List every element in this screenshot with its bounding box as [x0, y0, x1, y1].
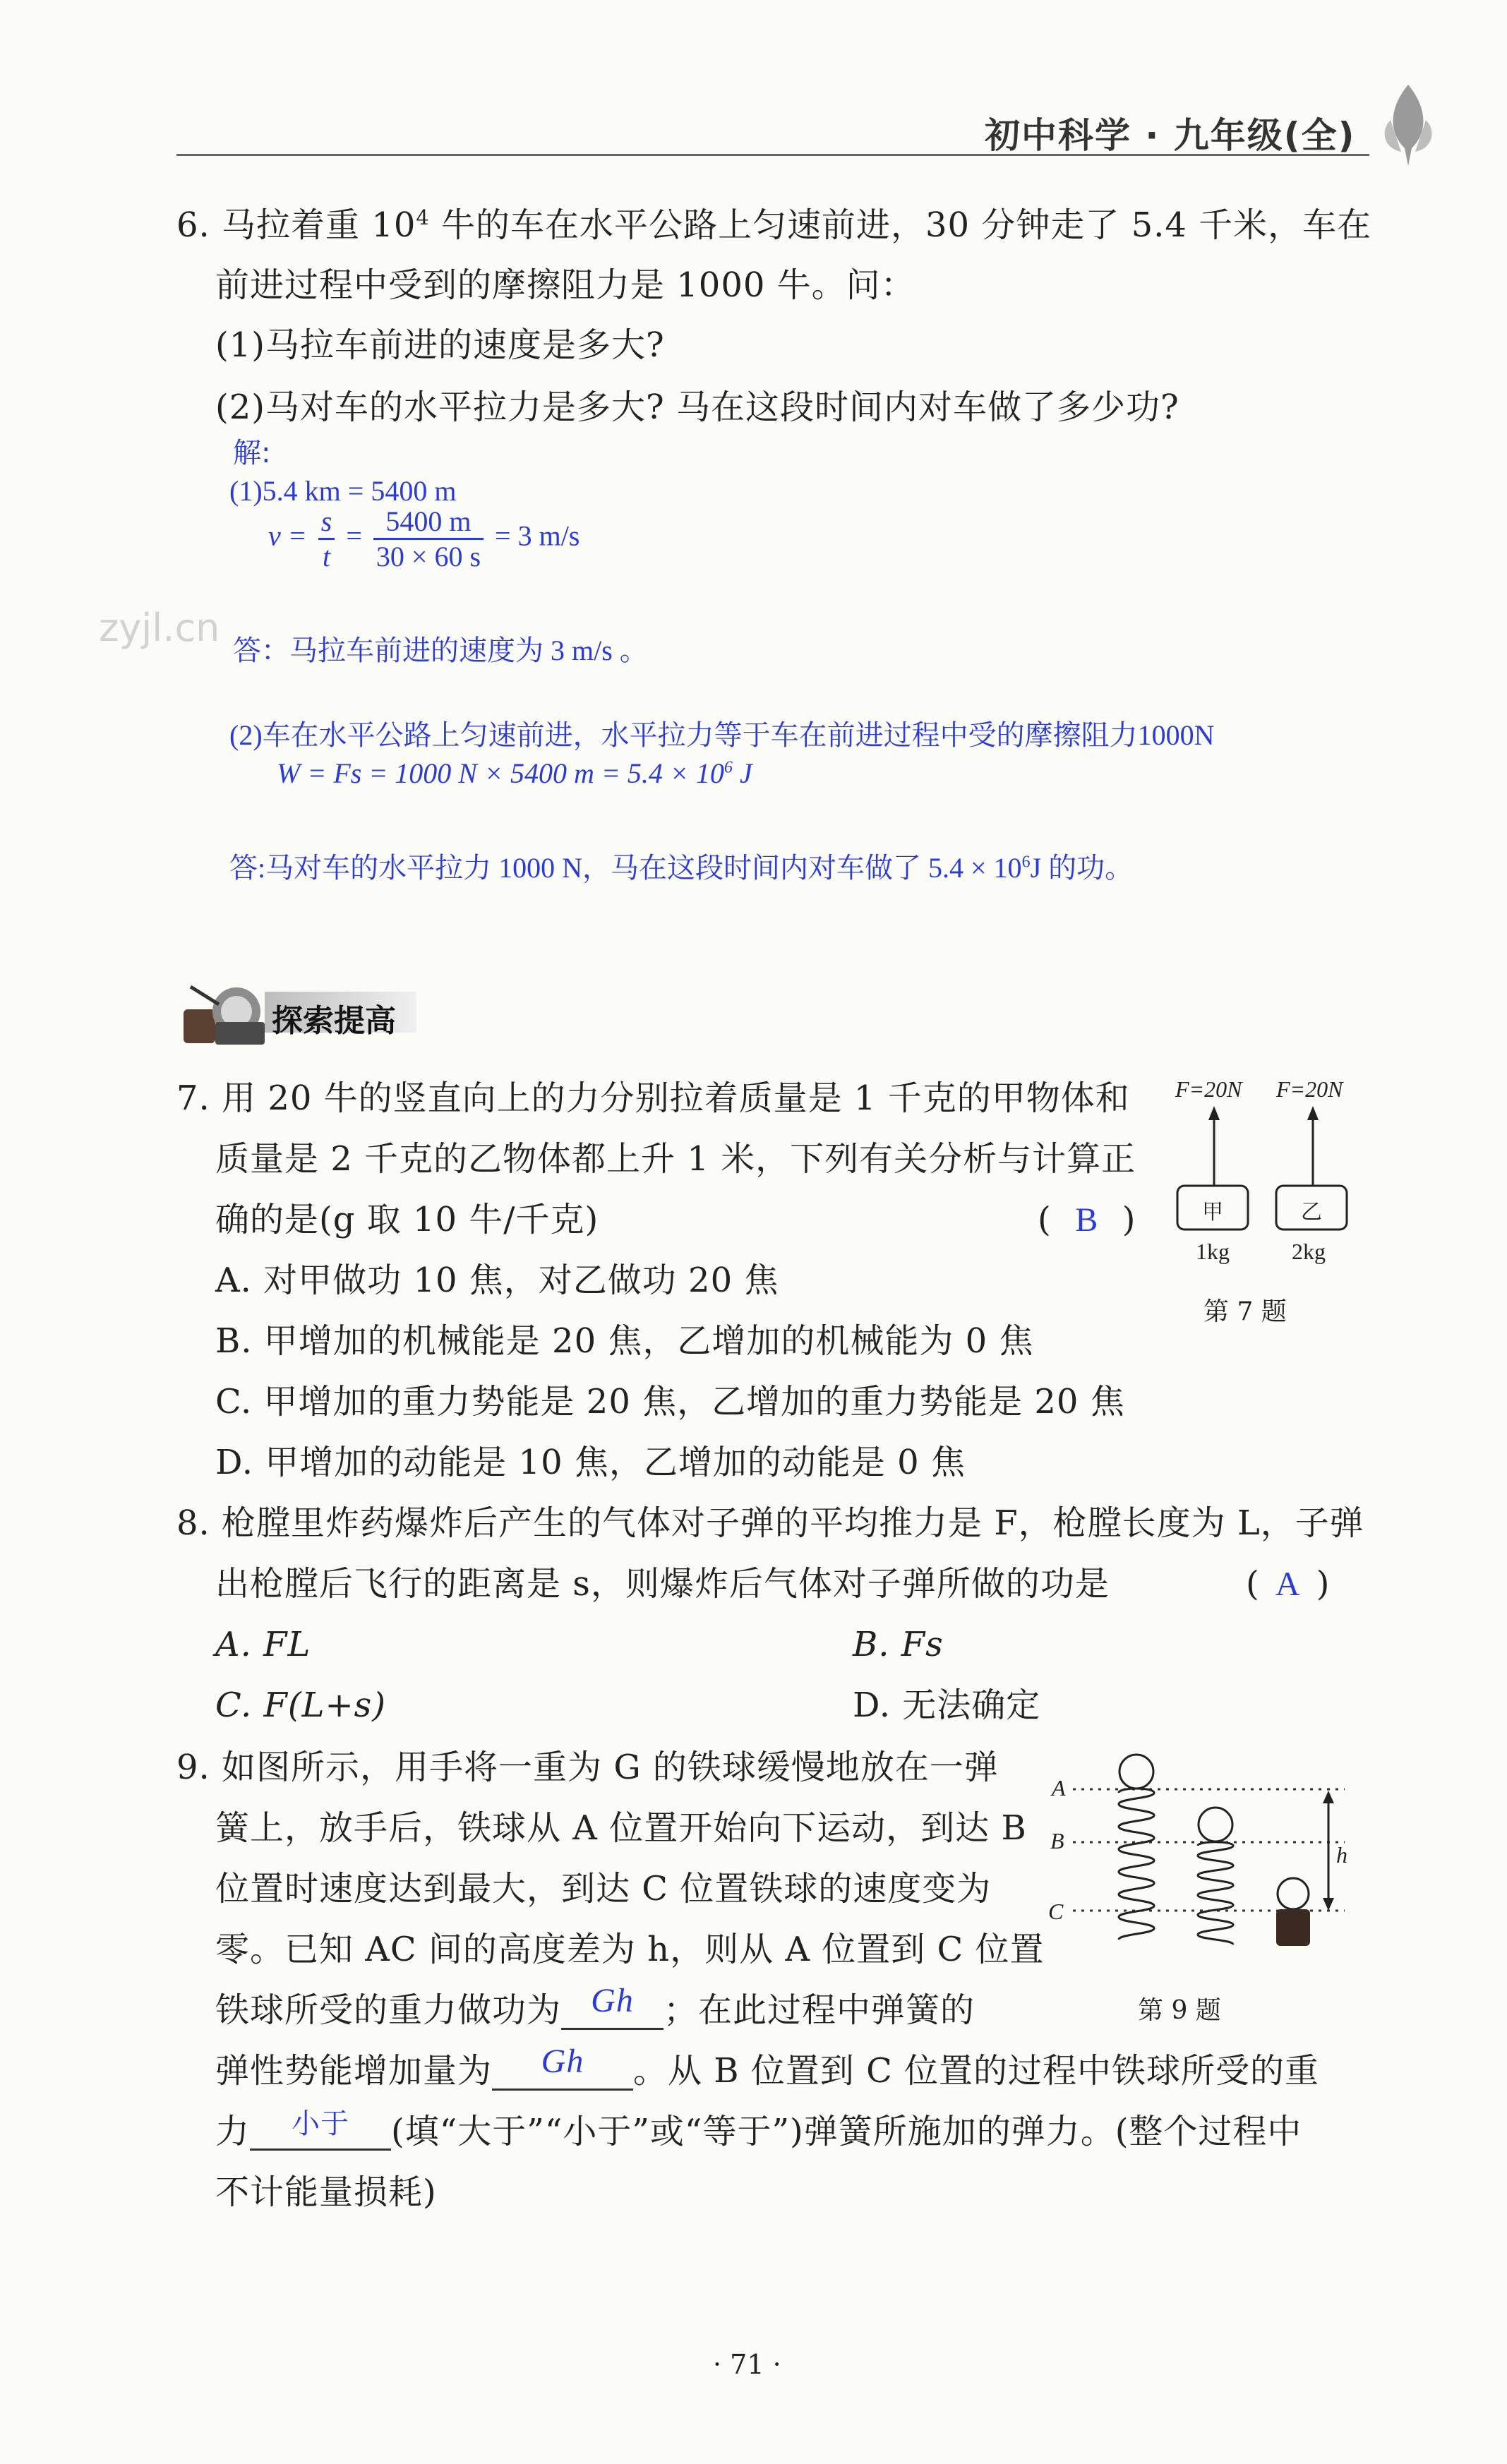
- q6-line-2: 前进过程中受到的摩擦阻力是 1000 牛。问：: [215, 265, 915, 305]
- q7-fig-box-2: 乙: [1301, 1200, 1322, 1225]
- q7-fig-force-1: F=20N: [1175, 1076, 1242, 1102]
- q9-blank-3: 小于: [292, 2108, 350, 2139]
- section-title: 探索提高: [272, 1003, 396, 1039]
- q7-fig-mass-1: 1kg: [1196, 1239, 1230, 1264]
- q9-line-5: 铁球所受的重力做功为 Gh ；在此过程中弹簧的: [215, 1982, 975, 2030]
- q7-fig-mass-2: 2kg: [1292, 1239, 1326, 1264]
- q9-fig-spring-diagram: [1066, 1747, 1355, 1973]
- q7-line-1: 7. 用 20 牛的竖直向上的力分别拉着质量是 1 千克的甲物体和: [176, 1078, 1130, 1118]
- q6-part-2: (2)马对车的水平拉力是多大? 马在这段时间内对车做了多少功?: [215, 387, 1179, 427]
- q9-fig-label-a: A: [1052, 1775, 1066, 1801]
- q9-fig-label-h: h: [1336, 1842, 1347, 1868]
- q6-solution-1-line-1: (1)5.4 km = 5400 m: [229, 475, 457, 507]
- q6-line-1: 6. 马拉着重 $10^4$ 牛的车在水平公路上匀速前进，30 分钟走了 5.4 千米，车在: [176, 205, 1372, 245]
- q6-answer-1: 答：马拉车前进的速度为 3 m/s 。: [233, 635, 648, 666]
- q7-fig-diagram: [1172, 1105, 1355, 1246]
- q8-option-b: B. Fs: [853, 1625, 944, 1664]
- q9-line-8: 不计能量损耗): [215, 2172, 437, 2212]
- q6-answer-2: 答:马对车的水平拉力 1000 N，马在这段时间内对车做了 $5.4 \times 10^6J$ 的功。: [229, 852, 1134, 884]
- q6-solution-2-line-1: (2)车在水平公路上匀速前进，水平拉力等于车在前进过程中受的摩擦阻力1000N: [229, 719, 1215, 751]
- q7-fig-box-1: 甲: [1202, 1200, 1223, 1225]
- tree-logo-icon: [1376, 81, 1440, 166]
- q9-blank-1: Gh: [591, 1982, 634, 2019]
- q8-line-2: 出枪膛后飞行的距离是 s，则爆炸后气体对子弹所做的功是: [215, 1564, 1110, 1604]
- q7-fig-caption: 第 7 题: [1203, 1297, 1287, 1326]
- running-header-title: 初中科学 · 九年级(全): [985, 115, 1356, 156]
- q9-line-3: 位置时速度达到最大，到达 C 位置铁球的速度变为: [215, 1869, 992, 1909]
- q9-line-6: 弹性势能增加量为 Gh 。从 B 位置到 C 位置的过程中铁球所受的重: [215, 2043, 1320, 2091]
- q7-option-a: A. 对甲做功 10 焦，对乙做功 20 焦: [215, 1261, 779, 1300]
- q9-line-7: 力 $^{小于}$ (填“大于”“小于”或“等于”)弹簧所施加的弹力。(整个过程中: [215, 2108, 1302, 2151]
- q9-line-2: 簧上，放手后，铁球从 A 位置开始向下运动，到达 B: [215, 1808, 1027, 1848]
- q9-fig-label-b: B: [1050, 1828, 1064, 1853]
- q9-fig-caption: 第 9 题: [1138, 1996, 1221, 2025]
- q7-option-c: C. 甲增加的重力势能是 20 焦，乙增加的重力势能是 20 焦: [215, 1382, 1125, 1422]
- q8-option-a: A. FL: [215, 1625, 311, 1664]
- q7-line-3: 确的是(g 取 10 牛/千克): [215, 1200, 599, 1239]
- q7-fig-force-2: F=20N: [1276, 1076, 1343, 1102]
- q7-option-b: B. 甲增加的机械能是 20 焦，乙增加的机械能为 0 焦: [215, 1321, 1034, 1361]
- q8-line-1: 8. 枪膛里炸药爆炸后产生的气体对子弹的平均推力是 F，枪膛长度为 L，子弹: [176, 1503, 1364, 1543]
- explore-robot-icon: [176, 973, 275, 1050]
- q8-option-d: D. 无法确定: [853, 1685, 1041, 1725]
- q6-part-1: (1)马拉车前进的速度是多大?: [215, 325, 665, 365]
- q6-solution-label: 解:: [233, 437, 271, 469]
- q9-blank-2: Gh: [541, 2043, 584, 2080]
- q8-answer-bracket: ( A ): [1246, 1564, 1331, 1604]
- header-rule: [176, 154, 1369, 156]
- q7-option-d: D. 甲增加的动能是 10 焦，乙增加的动能是 0 焦: [215, 1443, 966, 1482]
- q7-answer-bracket: ( B ): [1038, 1200, 1136, 1239]
- q9-line-4: 零。已知 AC 间的高度差为 h，则从 A 位置到 C 位置: [215, 1930, 1045, 1969]
- q8-option-c: C. F(L+s): [215, 1685, 387, 1725]
- page-number: · 71 ·: [713, 2349, 781, 2380]
- q7-line-2: 质量是 2 千克的乙物体都上升 1 米，下列有关分析与计算正: [215, 1139, 1136, 1179]
- q6-solution-1-formula: v = $\frac{s}{t}$ = $\frac{5400 m}{30 \times 60 s}$ = 3 m/s: [268, 505, 580, 572]
- q9-line-1: 9. 如图所示，用手将一重为 G 的铁球缓慢地放在一弹: [176, 1748, 999, 1787]
- q9-fig-label-c: C: [1048, 1899, 1064, 1924]
- watermark: zyjl.cn: [99, 606, 220, 650]
- q6-solution-2-line-2: W = Fs = 1000 N × 5400 $m = 5.4 \times 10^6$ J: [277, 757, 752, 789]
